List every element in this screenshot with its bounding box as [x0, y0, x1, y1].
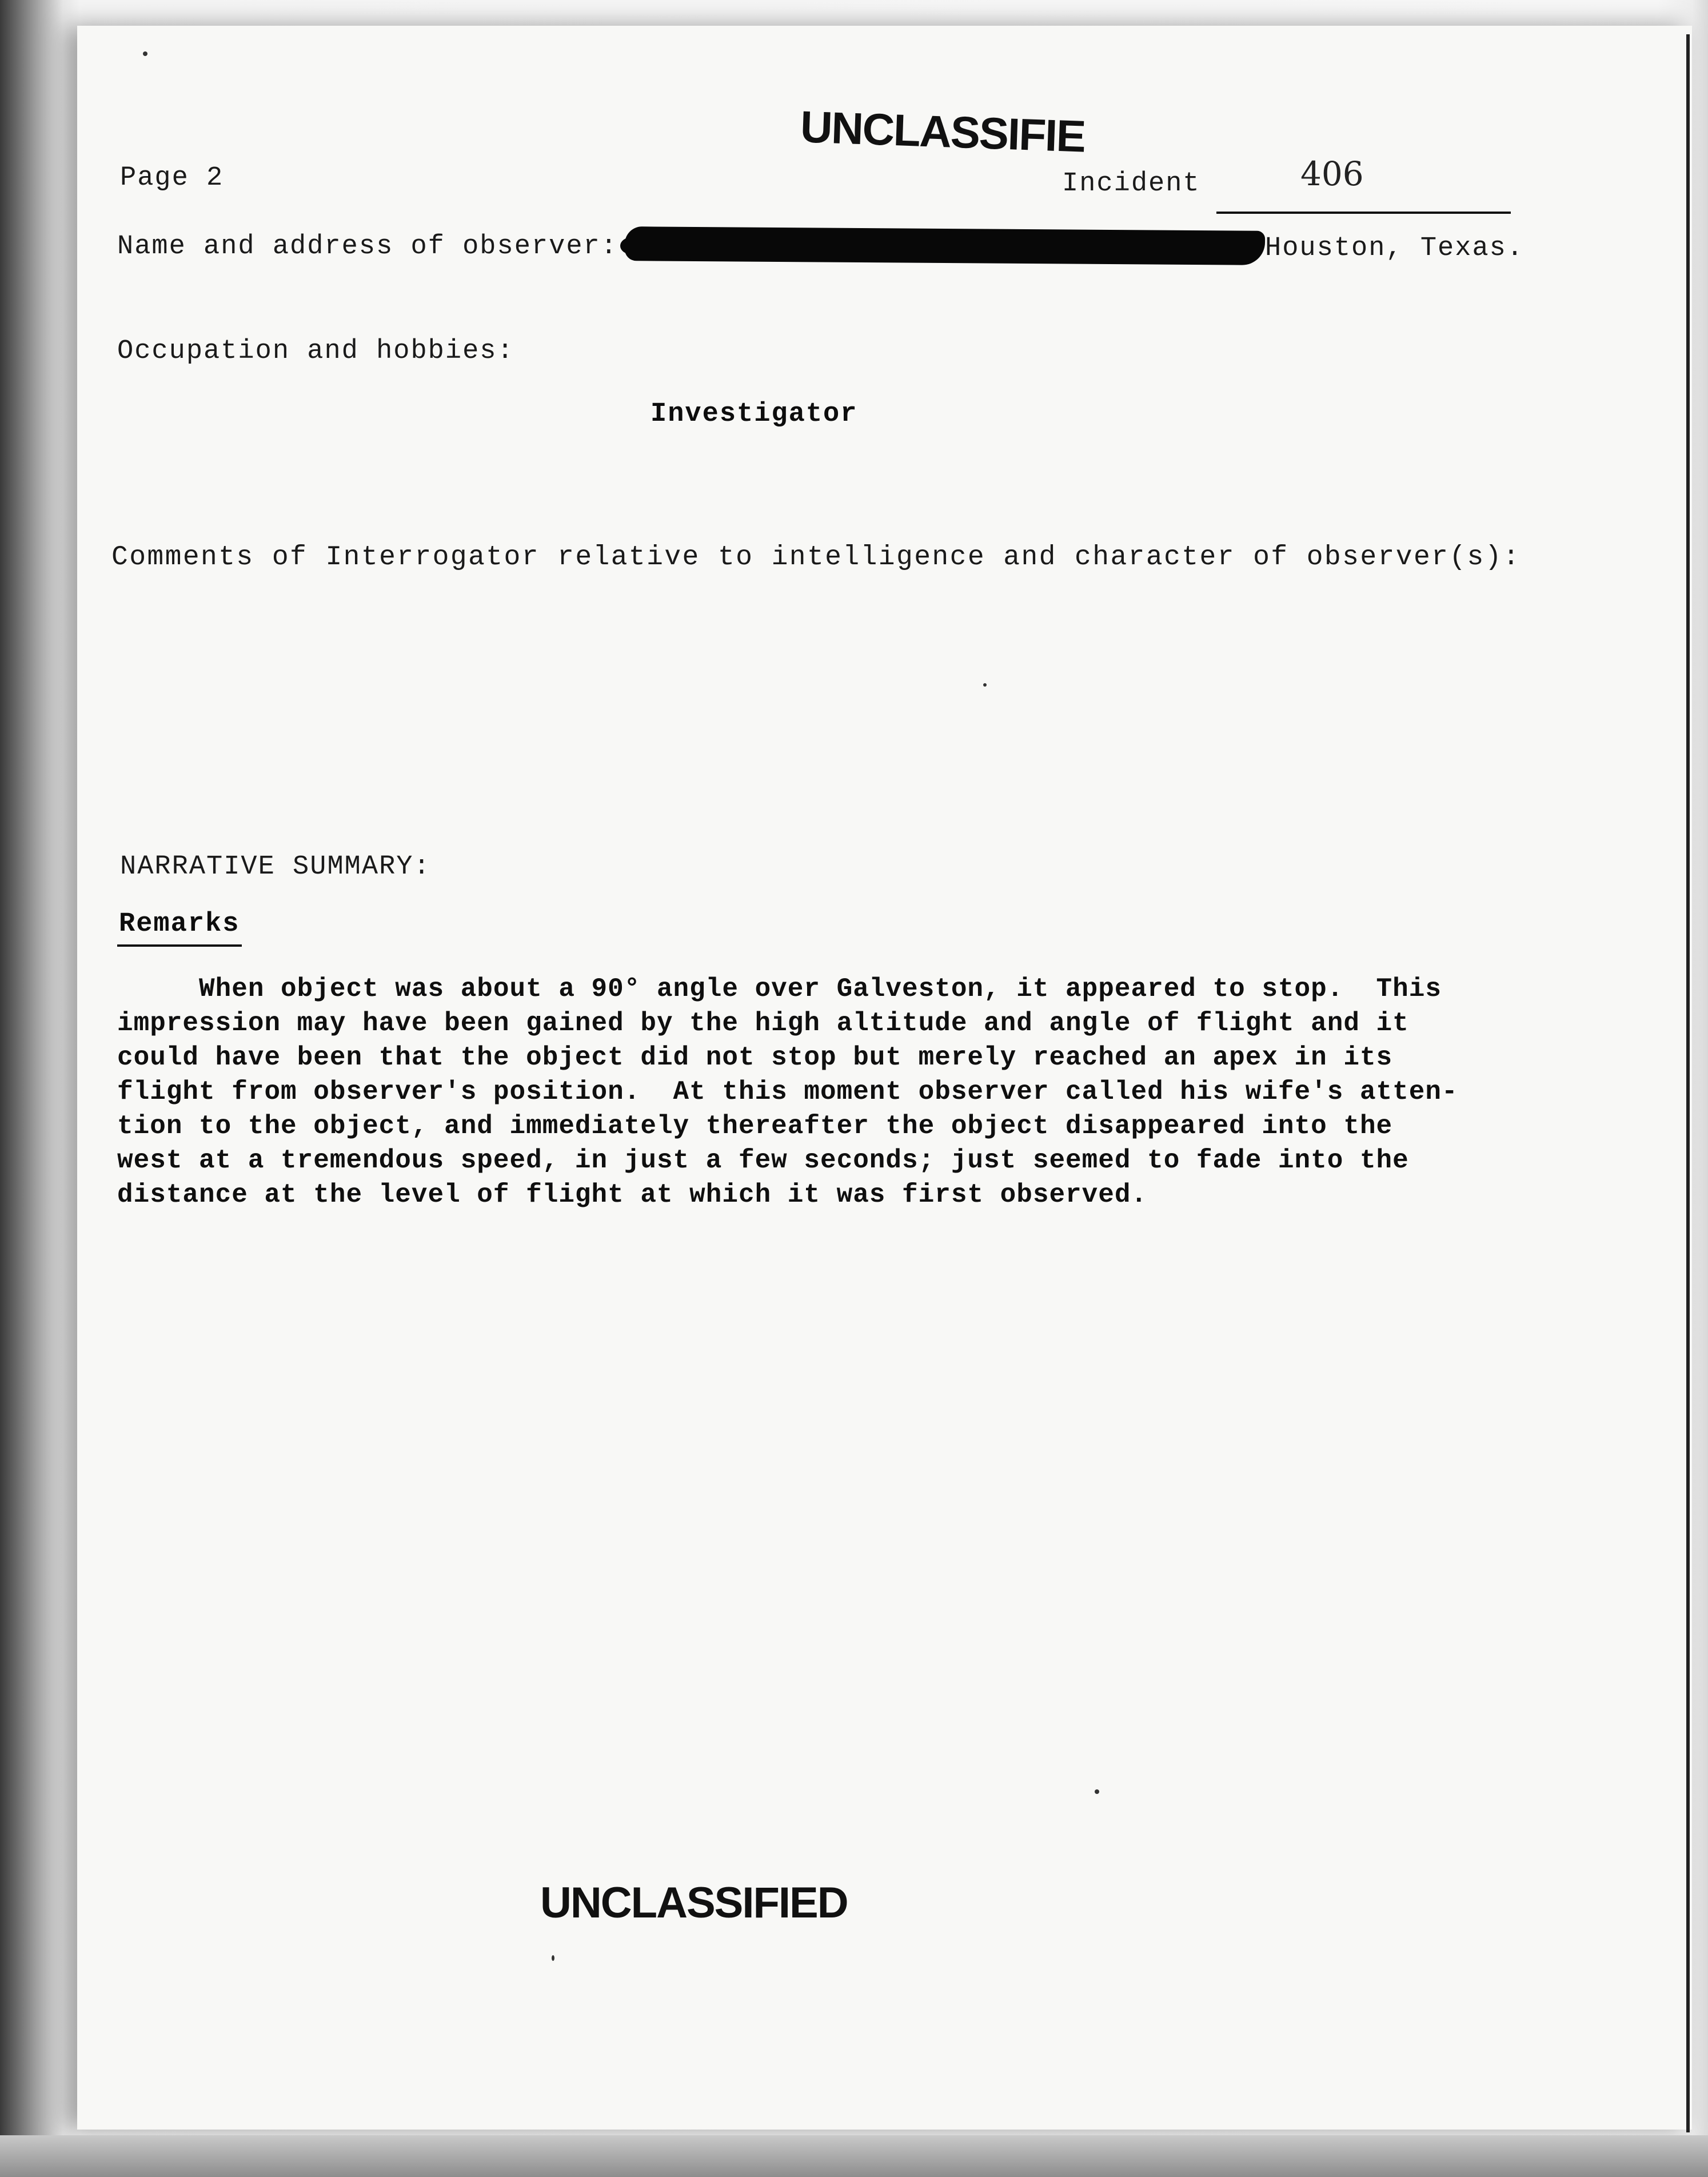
scan-speck: [983, 683, 987, 687]
narrative-line: flight from observer's position. At this moment observer called his wife's atten-: [117, 1077, 1458, 1107]
scan-speck: [143, 51, 147, 56]
remarks-underline: [117, 944, 242, 947]
narrative-line: west at a tremendous speed, in just a few seconds; just seemed to fade into the: [117, 1146, 1409, 1175]
narrative-line: When object was about a 90° angle over Galveston, it appeared to stop. This: [117, 974, 1442, 1004]
stamp-unclassified-bottom: UNCLASSIFIED: [540, 1879, 848, 1927]
narrative-line: impression may have been gained by the high altitude and angle of flight and it: [117, 1008, 1409, 1038]
remarks-heading: Remarks: [119, 909, 240, 939]
occupation-label: Occupation and hobbies:: [117, 336, 514, 366]
occupation-value: Investigator: [651, 399, 858, 429]
page-label: Page 2: [120, 163, 224, 193]
page-right-edge: [1686, 34, 1690, 2132]
narrative-body: [117, 972, 1546, 1212]
narrative-line: distance at the level of flight at which it was first observed.: [117, 1180, 1148, 1210]
narrative-heading: NARRATIVE SUMMARY:: [120, 852, 431, 882]
incident-number: 406: [1300, 154, 1364, 193]
narrative-line: could have been that the object did not stop but merely reached an apex in its: [117, 1043, 1393, 1072]
scan-speck: [1095, 1789, 1099, 1794]
stamp-unclassified-top: UNCLASSIFIE: [799, 101, 1086, 162]
name-address-label: Name and address of observer:: [117, 232, 618, 262]
scan-bottom-band: [0, 2135, 1708, 2177]
scan-speck: [552, 1955, 554, 1961]
comments-label: Comments of Interrogator relative to intelligence and character of observer(s):: [111, 542, 1521, 573]
narrative-line: tion to the object, and immediately thereafter the object disappeared into the: [117, 1111, 1393, 1141]
redaction-mark: [625, 226, 1265, 265]
name-address-value: Houston, Texas.: [1265, 233, 1525, 264]
incident-underline: [1216, 212, 1511, 214]
incident-label: Incident: [1062, 169, 1200, 199]
